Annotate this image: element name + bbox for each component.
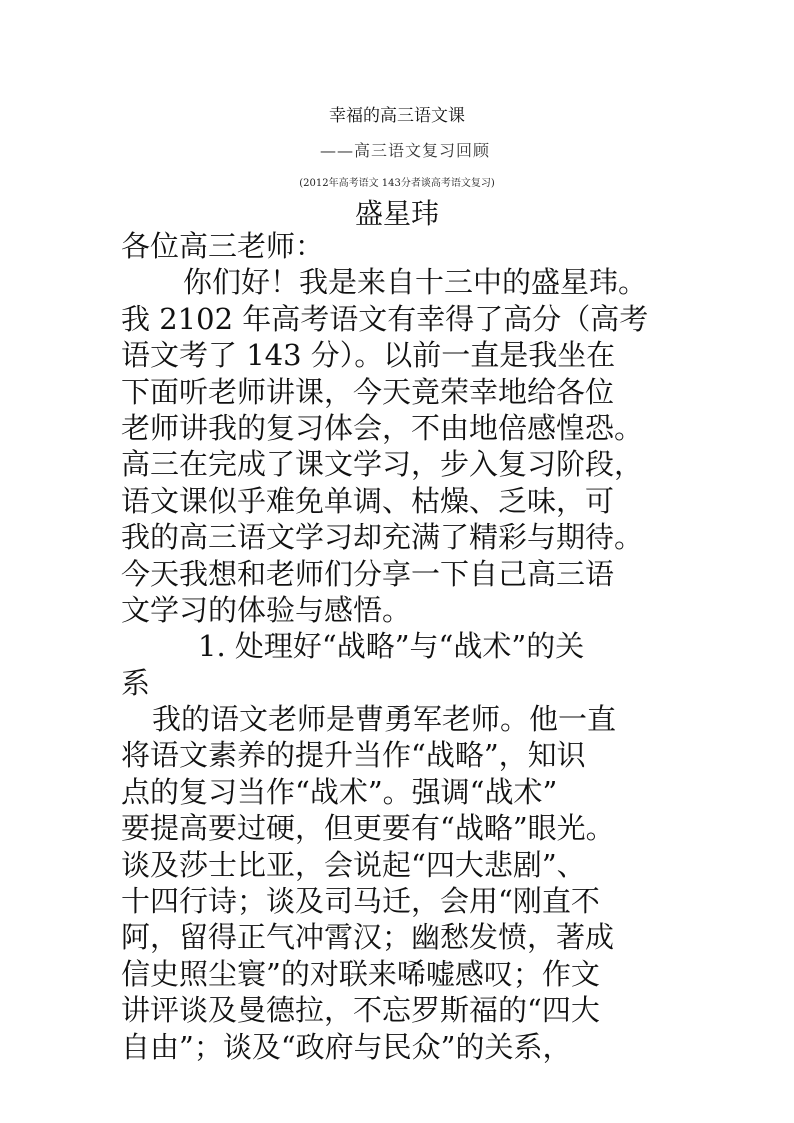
document-title: 幸福的高三语文课 xyxy=(329,106,465,126)
salutation-line: 各位高三老师： xyxy=(121,229,325,263)
text-line: 要提高要过硬，但更要有“战略”眼光。 xyxy=(121,811,615,846)
text-line: 十四行诗；谈及司马迁，会用“刚直不 xyxy=(121,884,600,919)
text-line: 高三在完成了课文学习，步入复习阶段， xyxy=(121,447,644,482)
text-line: 老师讲我的复习体会，不由地倍感惶恐。 xyxy=(121,410,644,445)
text-line: 文学习的体验与感悟。 xyxy=(121,592,412,627)
text-line: 语文考了 143 分）。以前一直是我坐在 xyxy=(121,338,616,373)
text-line: 下面听老师讲课，今天竟荣幸地给各位 xyxy=(121,374,615,409)
document-note: (2012年高考语文 143分者谈高考语文复习) xyxy=(299,178,495,189)
text-line: 我的高三语文学习却充满了精彩与期待。 xyxy=(121,520,644,555)
section-heading: 1. 处理好“战略”与“战术”的关 xyxy=(198,629,585,664)
text-line: 讲评谈及曼德拉，不忘罗斯福的“四大 xyxy=(121,993,600,1028)
section-heading-continued: 系 xyxy=(121,665,151,700)
text-line: 点的复习当作“战术”。强调“战术” xyxy=(121,774,558,809)
text-line: 自由”；谈及“政府与民众”的关系， xyxy=(121,1029,572,1064)
text-line: 谈及莎士比亚，会说起“四大悲剧”、 xyxy=(121,847,586,882)
text-line: 将语文素养的提升当作“战略”，知识 xyxy=(121,738,586,773)
text-line: 阿，留得正气冲霄汉；幽愁发愤，著成 xyxy=(121,920,615,955)
text-line: 语文课似乎难免单调、枯燥、乏味，可 xyxy=(121,483,615,518)
body-text xyxy=(121,228,701,1065)
author-name: 盛星玮 xyxy=(354,197,439,230)
text-line: 我的语文老师是曹勇军老师。他一直 xyxy=(152,702,617,737)
text-line: 信史照尘寰”的对联来唏嘘感叹；作文 xyxy=(121,956,600,991)
text-line: 你们好！我是来自十三中的盛星玮。 xyxy=(183,265,648,300)
text-line: 我 2102 年高考语文有幸得了高分（高考 xyxy=(121,301,649,336)
document-subtitle: ——高三语文复习回顾 xyxy=(319,141,490,160)
text-line: 今天我想和老师们分享一下自己高三语 xyxy=(121,556,615,591)
